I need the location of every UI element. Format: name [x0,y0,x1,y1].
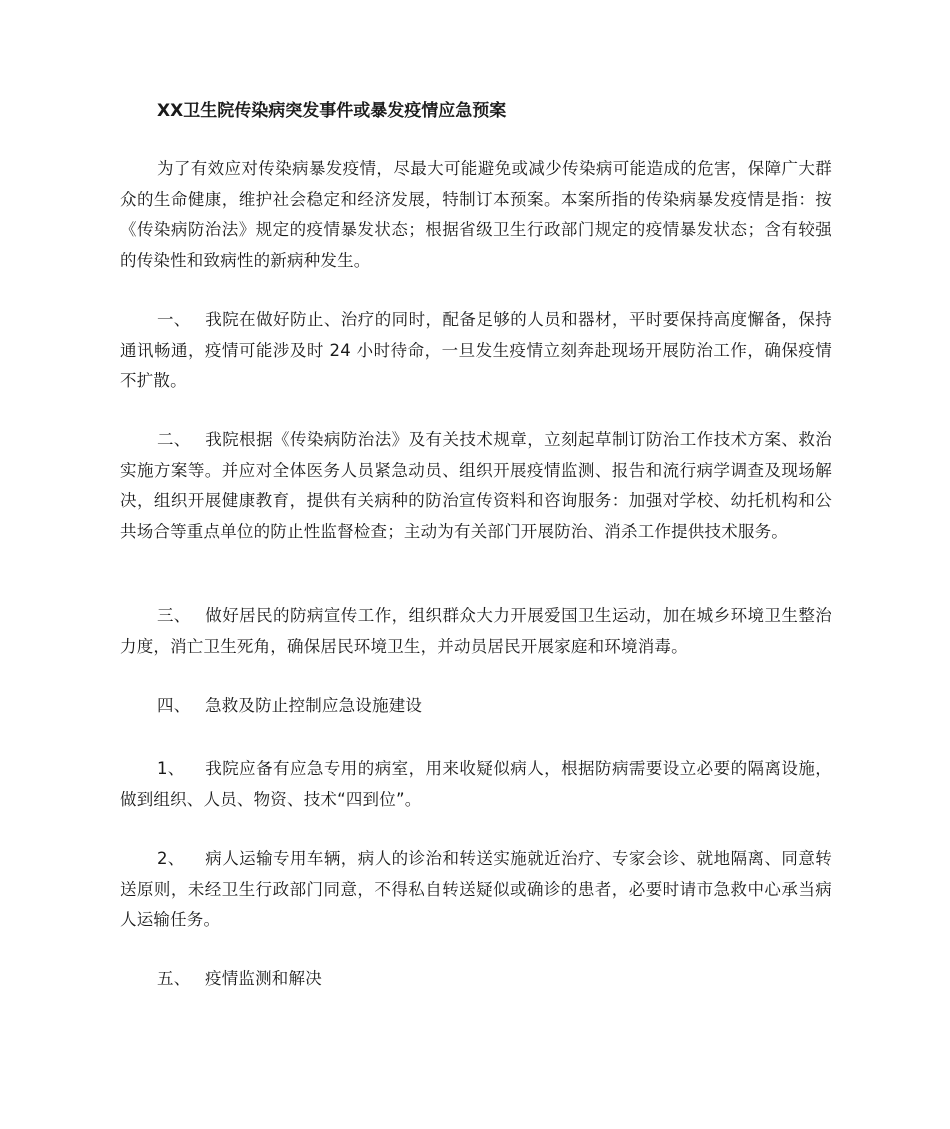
paragraph-section-5 [120,964,832,995]
paragraph-item-1 [120,754,832,815]
paragraph-text: 为了有效应对传染病暴发疫情，尽最大可能避免或减少传染病可能造成的危害，保障广大群众的生命健康，维护社会稳定和经济发展，特制订本预案。本案所指的传染病暴发疫情是指：按《传染病防治法》规定的疫情暴发状态；根据省级卫生行政部门规定的疫情暴发状态；含有较强的传染性和致病性的新病种发生。 [120,159,832,270]
section-number: 三、 [157,606,191,625]
paragraph-item-2 [120,844,832,936]
item-number: 2、 [157,849,185,868]
paragraph-text: 我院在做好防止、治疗的同时，配备足够的人员和器材，平时要保持高度懈备，保持通讯畅通，疫情可能涉及时 24 小时待命，一旦发生疫情立刻奔赴现场开展防治工作，确保疫情不扩散。 [120,310,832,390]
document-title: XX卫生院传染病突发事件或暴发疫情应急预案 [157,101,507,121]
paragraph-text: 做好居民的防病宣传工作，组织群众大力开展爱国卫生运动，加在城乡环境卫生整治力度，消亡卫生死角，确保居民环境卫生，并动员居民开展家庭和环境消毒。 [120,606,832,656]
paragraph-section-3 [120,601,832,662]
section-number: 五、 [157,969,191,988]
section-number: 一、 [157,310,191,329]
paragraph-section-2 [120,425,832,547]
paragraph-text: 疫情监测和解决 [205,969,322,988]
paragraph-text: 急救及防止控制应急设施建设 [205,696,423,715]
paragraph-section-4 [120,691,832,722]
paragraph-section-1 [120,305,832,397]
paragraph-text: 我院根据《传染病防治法》及有关技术规章，立刻起草制订防治工作技术方案、救治实施方案等。并应对全体医务人员紧急动员、组织开展疫情监测、报告和流行病学调查及现场解决，组织开展健康教育，提供有关病种的防治宣传资料和咨询服务：加强对学校、幼托机构和公共场合等重点单位的防止性监督检查；主动为有关部门开展防治、消杀工作提供技术服务。 [120,430,832,541]
section-number: 四、 [157,696,191,715]
paragraph-intro [120,154,832,276]
section-number: 二、 [157,430,191,449]
item-number: 1、 [157,759,185,778]
paragraph-text: 病人运输专用车辆，病人的诊治和转送实施就近治疗、专家会诊、就地隔离、同意转送原则，未经卫生行政部门同意，不得私自转送疑似或确诊的患者，必要时请市急救中心承当病人运输任务。 [120,849,832,929]
paragraph-text: 我院应备有应急专用的病室，用来收疑似病人，根据防病需要设立必要的隔离设施，做到组织、人员、物资、技术“四到位”。 [120,759,832,809]
